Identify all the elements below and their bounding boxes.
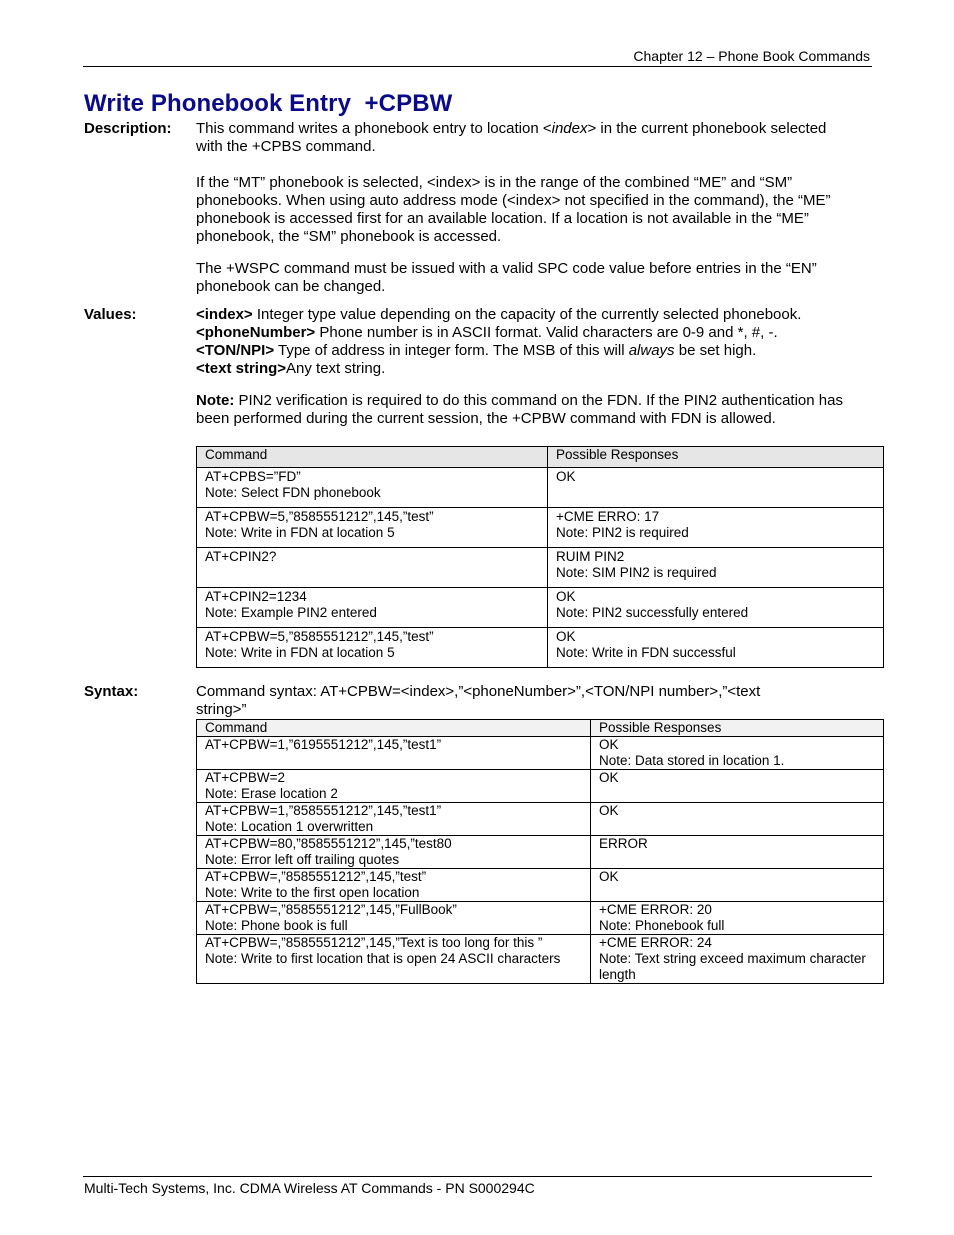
cell-line: AT+CPBW=80,”8585551212”,145,”test80 [205,836,452,851]
description-body [196,120,856,296]
response-cell [548,628,884,668]
cell-line: Note: Write in FDN at location 5 [205,645,395,660]
cell-line: +CME ERROR: 20 [599,902,712,917]
response-cell [591,803,884,836]
table-row [197,588,884,628]
column-header-command: Command [197,447,548,468]
cell-line: Note: Phone book is full [205,918,348,933]
response-cell [548,508,884,548]
cell-line: AT+CPBW=2 [205,770,286,785]
response-cell [591,935,884,984]
cell-line: AT+CPBW=,”8585551212”,145,”FullBook” [205,902,457,917]
cell-line: OK [599,803,619,818]
cell-line: Note: Location 1 overwritten [205,819,374,834]
table-row [197,836,884,869]
cell-line: RUIM PIN2 [556,549,625,564]
command-cell [197,770,591,803]
cell-line: OK [556,589,576,604]
command-cell [197,869,591,902]
command-cell [197,548,548,588]
response-cell [591,770,884,803]
table-row [197,737,884,770]
chapter-header: Chapter 12 – Phone Book Commands [633,48,870,64]
table-row [197,508,884,548]
table-header-row [197,447,884,468]
cell-line: Note: PIN2 is required [556,525,689,540]
table-row [197,770,884,803]
footer-rule [83,1176,872,1177]
cell-line: OK [599,737,619,752]
command-cell [197,628,548,668]
response-cell [591,836,884,869]
response-cell [548,548,884,588]
description-label: Description: [84,120,172,137]
page-title: Write Phonebook Entry +CPBW [84,90,453,117]
cell-line: AT+CPBW=5,”8585551212”,145,”test” [205,509,434,524]
response-cell [591,902,884,935]
cell-line: ERROR [599,836,648,851]
syntax-label: Syntax: [84,683,139,700]
cell-line: AT+CPBW=,”8585551212”,145,”test” [205,869,427,884]
cell-line: AT+CPBW=5,”8585551212”,145,”test” [205,629,434,644]
description-paragraph: If the “MT” phonebook is selected, <index> is in the range of the combined “ME” and “SM” phonebooks. When using auto address mode (<index> not specified in the command), the “ME” phonebook is accessed first for an available location. If a location is not available in the “ME” phonebook, the “SM” phonebook is accessed. [196,174,831,245]
table-row [197,935,884,984]
cell-line: Note: Erase location 2 [205,786,338,801]
syntax-text: Command syntax: AT+CPBW=<index>,”<phoneNumber>”,<TON/NPI number>,”<text string>” [196,683,761,718]
command-cell [197,803,591,836]
cell-line: Note: PIN2 successfully entered [556,605,749,620]
cell-line: length [599,967,636,982]
column-header-command: Command [197,720,591,737]
cell-line: OK [599,770,619,785]
cell-line: AT+CPBS=”FD” [205,469,301,484]
table-row [197,548,884,588]
command-cell [197,836,591,869]
fdn-example-table [196,446,884,668]
response-cell [591,869,884,902]
command-cell [197,508,548,548]
column-header-responses: Possible Responses [548,447,884,468]
values-label: Values: [84,306,137,323]
cell-line: AT+CPIN2=1234 [205,589,307,604]
cell-line: Note: Phonebook full [599,918,725,933]
description-paragraph: The +WSPC command must be issued with a valid SPC code value before entries in the “EN” phonebook can be changed. [196,260,817,295]
cell-line: Note: Select FDN phonebook [205,485,381,500]
cell-line: +CME ERRO: 17 [556,509,660,524]
value-item-phonenumber: <phoneNumber> Phone number is in ASCII format. Valid characters are 0-9 and *, #, -. [196,324,778,341]
header-rule [83,66,872,67]
cell-line: Note: Write to the first open location [205,885,420,900]
cell-line: Note: Write in FDN at location 5 [205,525,395,540]
table-row [197,869,884,902]
cell-line: Note: Write in FDN successful [556,645,736,660]
cell-line: OK [556,469,576,484]
command-cell [197,468,548,508]
footer-text: Multi-Tech Systems, Inc. CDMA Wireless AT Commands - PN S000294C [84,1180,535,1196]
values-body [196,306,856,428]
cell-line: AT+CPBW=,”8585551212”,145,”Text is too long for this ” [205,935,543,950]
command-cell [197,737,591,770]
response-cell [548,468,884,508]
syntax-example-table [196,719,884,984]
response-cell [591,737,884,770]
cell-line: Note: Error left off trailing quotes [205,852,400,867]
command-cell [197,902,591,935]
table-row [197,803,884,836]
table-header-row [197,720,884,737]
value-item-index: <index> Integer type value depending on the capacity of the currently selected phonebook. [196,306,802,323]
cell-line: AT+CPBW=1,”6195551212”,145,”test1” [205,737,442,752]
table-row [197,628,884,668]
cell-line: +CME ERROR: 24 [599,935,712,950]
values-note: Note: PIN2 verification is required to do this command on the FDN. If the PIN2 authentication has been performed during the current session, the +CPBW command with FDN is allowed. [196,392,843,427]
cell-line: AT+CPIN2? [205,549,277,564]
value-item-ton-npi: <TON/NPI> Type of address in integer form. The MSB of this will always be set high. [196,342,757,359]
cell-line: Note: SIM PIN2 is required [556,565,717,580]
cell-line: OK [599,869,619,884]
cell-line: Note: Write to first location that is open 24 ASCII characters [205,951,561,966]
command-cell [197,588,548,628]
cell-line: OK [556,629,576,644]
table-row [197,468,884,508]
cell-line: Note: Text string exceed maximum character [599,951,866,966]
description-paragraph: This command writes a phonebook entry to location <index> in the current phonebook selected with the +CPBS command. [196,120,827,155]
command-cell [197,935,591,984]
cell-line: AT+CPBW=1,”8585551212”,145,”test1” [205,803,442,818]
response-cell [548,588,884,628]
table-row [197,902,884,935]
cell-line: Note: Data stored in location 1. [599,753,785,768]
column-header-responses: Possible Responses [591,720,884,737]
cell-line: Note: Example PIN2 entered [205,605,377,620]
value-item-text-string: <text string>Any text string. [196,360,386,377]
